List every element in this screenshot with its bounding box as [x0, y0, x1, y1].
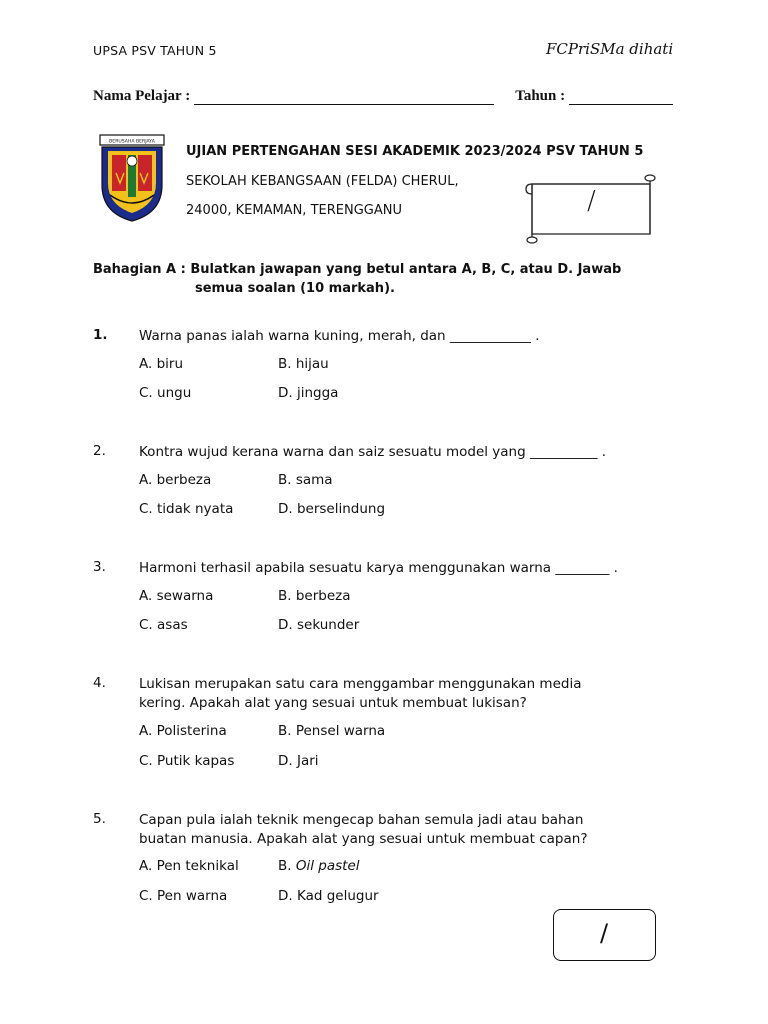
section-line-1: Bahagian A : Bulatkan jawapan yang betul antara A, B, C, atau D. Jawab: [93, 262, 622, 277]
question-number: 3.: [93, 559, 106, 575]
option-d[interactable]: D. jingga: [278, 385, 339, 401]
header-subject: UPSA PSV TAHUN 5: [93, 43, 217, 58]
school-name: SEKOLAH KEBANGSAAN (FELDA) CHERUL,: [186, 174, 459, 189]
student-info-row: [93, 88, 673, 105]
option-d[interactable]: D. Jari: [278, 753, 319, 769]
option-b[interactable]: B. hijau: [278, 356, 329, 372]
option-a[interactable]: A. sewarna: [139, 588, 214, 604]
option-d[interactable]: D. Kad gelugur: [278, 888, 379, 904]
question-number: 2.: [93, 443, 106, 459]
question-text: [139, 443, 679, 462]
question-line: Capan pula ialah teknik mengecap bahan semula jadi atau bahan: [139, 812, 584, 828]
question-line: Warna panas ialah warna kuning, merah, dan ____________ .: [139, 328, 540, 344]
question-line: Harmoni terhasil apabila sesuatu karya menggunakan warna ________ .: [139, 560, 618, 576]
question-text: [139, 811, 679, 849]
question-line: buatan manusia. Apakah alat yang sesuai untuk membuat capan?: [139, 831, 588, 847]
option-a[interactable]: A. Pen teknikal: [139, 858, 239, 874]
question-number: 4.: [93, 675, 106, 691]
option-b[interactable]: B. berbeza: [278, 588, 351, 604]
question-line: kering. Apakah alat yang sesuai untuk membuat lukisan?: [139, 695, 527, 711]
option-d[interactable]: D. berselindung: [278, 501, 386, 517]
header-signature: FCPriSMa dihati: [546, 40, 674, 58]
option-c[interactable]: C. tidak nyata: [139, 501, 234, 517]
option-c[interactable]: C. Putik kapas: [139, 753, 235, 769]
option-a[interactable]: A. biru: [139, 356, 184, 372]
year-blank: [569, 90, 673, 105]
option-b[interactable]: B. Pensel warna: [278, 723, 386, 739]
name-label: Nama Pelajar :: [93, 88, 191, 104]
logo-motto: BERUSAHA BERJAYA: [109, 139, 155, 145]
question-number: 5.: [93, 811, 106, 827]
name-blank: [194, 90, 494, 105]
score-box: [553, 909, 656, 961]
option-c[interactable]: C. Pen warna: [139, 888, 228, 904]
question-text: [139, 327, 679, 346]
score-slash-top: /: [587, 186, 596, 216]
year-label: Tahun :: [515, 88, 566, 104]
option-b[interactable]: B. sama: [278, 472, 333, 488]
option-c[interactable]: C. ungu: [139, 385, 192, 401]
option-a[interactable]: A. Polisterina: [139, 723, 227, 739]
question-text: [139, 559, 679, 578]
exam-title: UJIAN PERTENGAHAN SESI AKADEMIK 2023/2024 PSV TAHUN 5: [186, 144, 644, 159]
option-c[interactable]: C. asas: [139, 617, 188, 633]
question-text: [139, 675, 679, 713]
section-line-2: semua soalan (10 markah).: [195, 281, 395, 296]
question-line: Lukisan merupakan satu cara menggambar menggunakan media: [139, 676, 582, 692]
school-logo: [98, 133, 166, 223]
score-slash-bottom: /: [600, 919, 609, 947]
section-instruction: [93, 260, 693, 298]
option-d[interactable]: D. sekunder: [278, 617, 360, 633]
question-line: Kontra wujud kerana warna dan saiz sesuatu model yang __________ .: [139, 444, 607, 460]
question-number: 1.: [93, 327, 108, 343]
school-address: 24000, KEMAMAN, TERENGGANU: [186, 203, 402, 218]
option-b[interactable]: B. Oil pastel: [278, 858, 360, 874]
option-a[interactable]: A. berbeza: [139, 472, 212, 488]
